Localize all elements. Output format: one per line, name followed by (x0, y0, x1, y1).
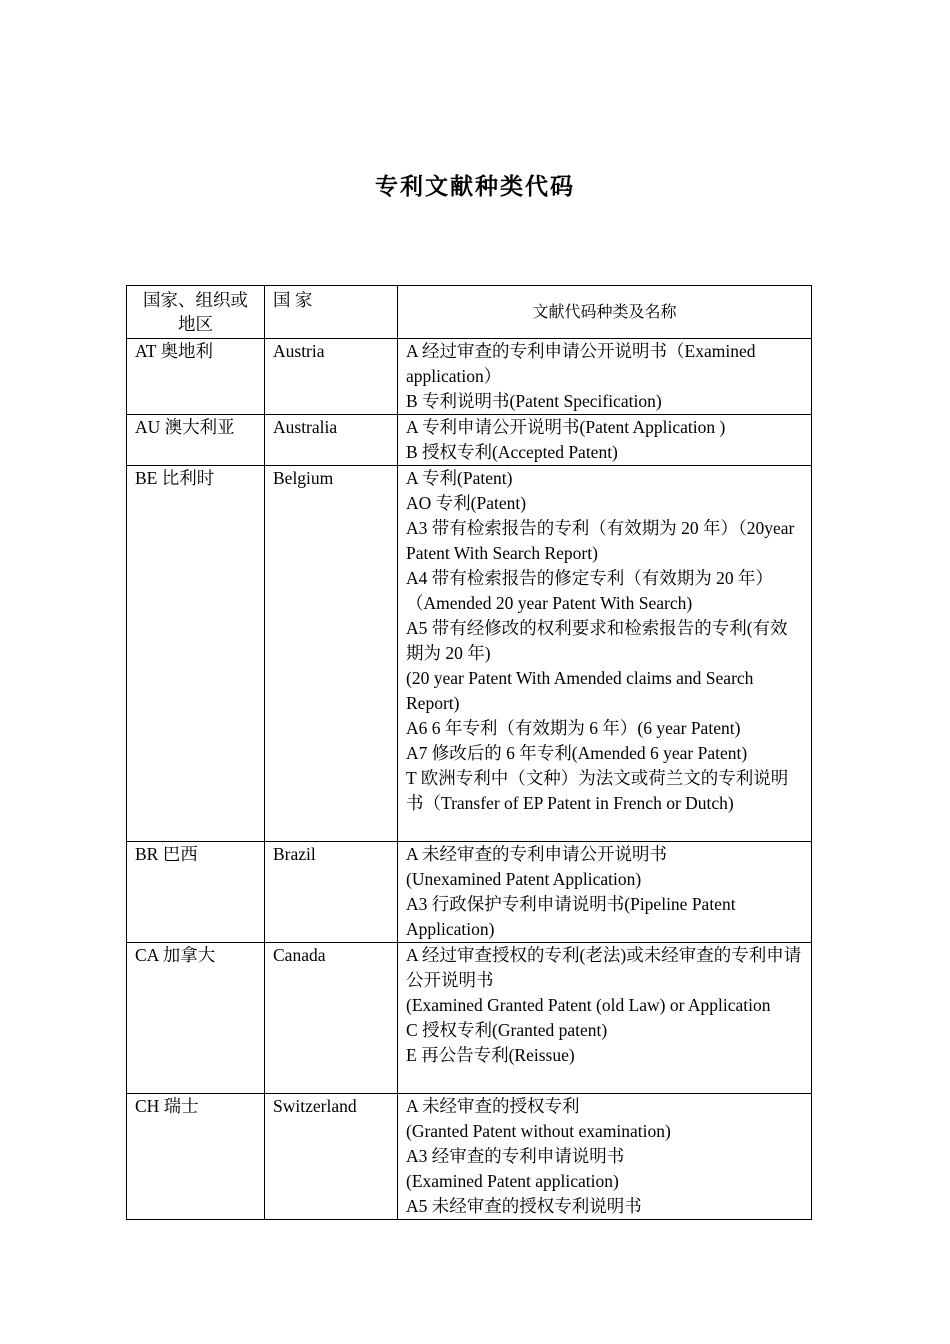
code-line: A 未经审查的授权专利 (406, 1096, 580, 1116)
code-line: A 经过审查授权的专利(老法)或未经审查的专利申请公开说明书 (406, 945, 802, 990)
country-cell: Australia (265, 415, 398, 466)
code-line: A5 未经审查的授权专利说明书 (406, 1196, 642, 1216)
country-cell: Canada (265, 943, 398, 1094)
code-line: (Unexamined Patent Application) (406, 869, 642, 889)
country-cell: Austria (265, 339, 398, 415)
code-line: E 再公告专利(Reissue) (406, 1045, 575, 1065)
code-line: T 欧洲专利中（文种）为法文或荷兰文的专利说明书（Transfer of EP Patent in French or Dutch) (406, 768, 789, 813)
code-line: A7 修改后的 6 年专利(Amended 6 year Patent) (406, 743, 748, 763)
codes-cell (398, 415, 812, 466)
code-line: A6 6 年专利（有效期为 6 年）(6 year Patent) (406, 718, 741, 738)
code-line: A5 带有经修改的权利要求和检索报告的专利(有效期为 20 年) (406, 618, 788, 663)
region-cell: AU 澳大利亚 (127, 415, 265, 466)
codes-cell (398, 466, 812, 842)
table-row (127, 339, 812, 415)
page-title: 专利文献种类代码 (375, 174, 575, 199)
code-line: A3 带有检索报告的专利（有效期为 20 年）（20year Patent With Search Report) (406, 518, 795, 563)
codes-cell (398, 842, 812, 943)
codes-cell (398, 1094, 812, 1220)
table-row (127, 466, 812, 842)
code-line: AO 专利(Patent) (406, 493, 527, 513)
code-line: (20 year Patent With Amended claims and Search Report) (406, 668, 754, 713)
code-line: A 未经审查的专利申请公开说明书 (406, 844, 668, 864)
table-header-row (127, 286, 812, 339)
codes-cell (398, 339, 812, 415)
code-line: A 专利(Patent) (406, 468, 513, 488)
header-codes: 文献代码种类及名称 (398, 286, 812, 339)
country-cell: Switzerland (265, 1094, 398, 1220)
code-line: A4 带有检索报告的修定专利（有效期为 20 年）（Amended 20 year Patent With Search) (406, 568, 774, 613)
region-cell: BE 比利时 (127, 466, 265, 842)
code-line: (Examined Granted Patent (old Law) or Application (406, 995, 771, 1015)
table-row (127, 415, 812, 466)
code-line: A 专利申请公开说明书(Patent Application ) (406, 417, 726, 437)
code-line: (Granted Patent without examination) (406, 1121, 671, 1141)
country-cell: Belgium (265, 466, 398, 842)
region-cell: CH 瑞士 (127, 1094, 265, 1220)
code-line: A3 经审查的专利申请说明书 (406, 1146, 625, 1166)
header-region: 国家、组织或地区 (127, 286, 265, 339)
region-cell: CA 加拿大 (127, 943, 265, 1094)
code-line: B 专利说明书(Patent Specification) (406, 391, 662, 411)
region-cell: AT 奥地利 (127, 339, 265, 415)
code-line: (Examined Patent application) (406, 1171, 619, 1191)
region-cell: BR 巴西 (127, 842, 265, 943)
code-line: C 授权专利(Granted patent) (406, 1020, 608, 1040)
code-line: B 授权专利(Accepted Patent) (406, 442, 618, 462)
country-cell: Brazil (265, 842, 398, 943)
kind-codes-table (126, 285, 812, 1220)
table-row (127, 842, 812, 943)
code-line: A3 行政保护专利申请说明书(Pipeline Patent Application) (406, 894, 736, 939)
header-country: 国 家 (265, 286, 398, 339)
table-row (127, 943, 812, 1094)
code-line: A 经过审查的专利申请公开说明书（Examined application） (406, 341, 756, 386)
table-row (127, 1094, 812, 1220)
codes-cell (398, 943, 812, 1094)
